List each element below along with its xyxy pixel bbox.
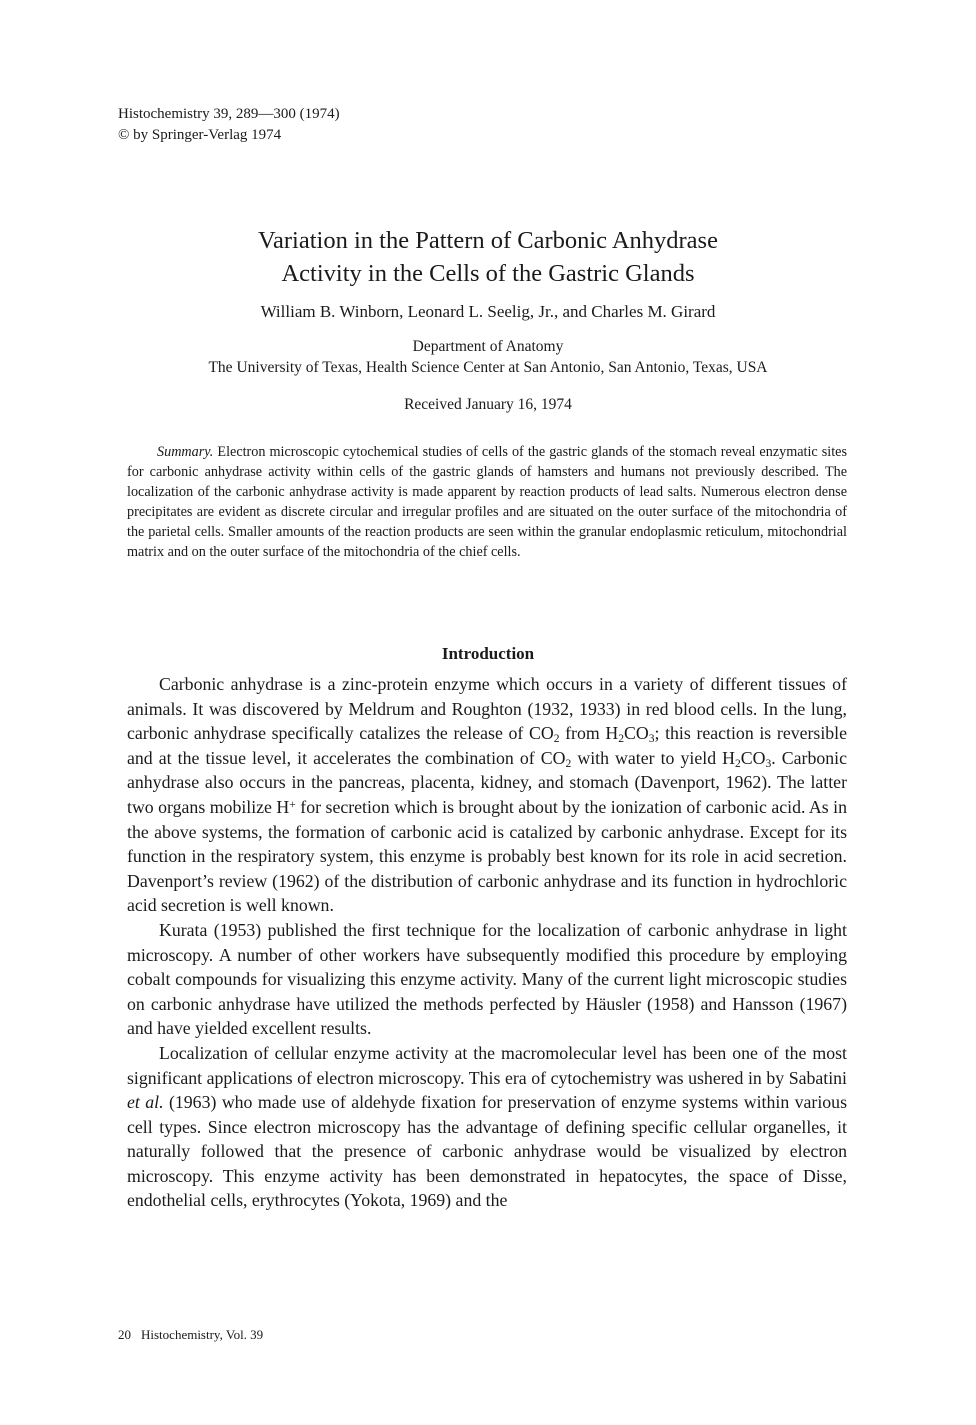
- intro-paragraph-3: [127, 1041, 847, 1213]
- author-list: William B. Winborn, Leonard L. Seelig, Jr., and Charles M. Girard: [260, 302, 716, 321]
- et-al: et al.: [127, 1092, 164, 1113]
- text-run: with water to yield H: [571, 747, 736, 768]
- text-run: CO: [624, 723, 649, 744]
- affiliation: [0, 336, 976, 378]
- copyright-line: © by Springer-Verlag 1974: [118, 127, 282, 143]
- title-line-2: Activity in the Cells of the Gastric Glands: [281, 260, 695, 287]
- text-run: CO: [740, 747, 766, 768]
- introduction-body: [127, 672, 847, 1213]
- journal-header: [118, 104, 340, 146]
- subscript: 3: [765, 756, 772, 770]
- text-run: for secretion which is brought about by the ionization of carbonic acid. As in the above systems, the formation of carbonic acid is catalized by carbonic anhydrase. Except for its function in the respiratory system, this enzyme is probably best known for its role in acid secretion. Davenport’s review (1962) of the distribution of carbonic anhydrase and its function in hydrochloric acid secretion is well known.: [127, 796, 847, 916]
- summary-abstract: [127, 442, 847, 562]
- subscript: 2: [565, 756, 572, 770]
- text-run: ; this reaction is reversible and at the tissue level, it accelerates the combination of CO: [127, 723, 847, 768]
- received-date: Received January 16, 1974: [404, 396, 572, 413]
- intro-paragraph-1: [127, 672, 847, 918]
- paper-title: [0, 224, 976, 290]
- text-run: Carbonic anhydrase is a zinc-protein enzyme which occurs in a variety of different tissues of animals. It was discovered by Meldrum and Roughton (1932, 1933) in red blood cells. In the lung, carbonic anhydrase specifically catalizes the release of CO: [127, 674, 847, 744]
- text-run: Localization of cellular enzyme activity at the macromolecular level has been one of the most significant applications of electron microscopy. This era of cytochemistry was ushered in by Sabatini: [127, 1042, 847, 1088]
- subscript: 2: [553, 732, 560, 746]
- text-run: . Carbonic anhydrase also occurs in the pancreas, placenta, kidney, and stomach (Davenport, 1962). The latter two organs mobilize H: [127, 747, 847, 817]
- journal-citation: Histochemistry 39, 289—300 (1974): [118, 106, 340, 122]
- introduction-heading: Introduction: [441, 644, 535, 663]
- footer-journal: Histochemistry, Vol. 39: [141, 1327, 264, 1342]
- summary-label: Summary.: [157, 444, 214, 460]
- page-number: 20: [118, 1327, 131, 1342]
- page-footer: [118, 1327, 263, 1343]
- institution: The University of Texas, Health Science Center at San Antonio, San Antonio, Texas, USA: [208, 359, 768, 376]
- subscript: 2: [735, 756, 741, 770]
- text-run: (1963) who made use of aldehyde fixation for preservation of enzyme systems within various cell types. Since electron microscopy has the advantage of defining specific cellular organelles, it naturally followed that the presence of carbonic anhydrase would be visualized by electron microscopy. This enzyme activity has been demonstrated in hepatocytes, the space of Disse, endothelial cells, erythrocytes (Yokota, 1969) and the: [127, 1092, 847, 1211]
- superscript: +: [289, 797, 296, 811]
- subscript: 3: [648, 732, 655, 746]
- intro-paragraph-2: Kurata (1953) published the first technique for the localization of carbonic anhydrase in light microscopy. A number of other workers have subsequently modified this procedure by employing cobalt compounds for visualizing this enzyme activity. Many of the current light microscopic studies on carbonic anhydrase have utilized the methods perfected by Häusler (1958) and Hansson (1967) and have yielded excellent results.: [127, 919, 847, 1039]
- subscript: 2: [618, 732, 624, 746]
- department: Department of Anatomy: [412, 338, 564, 355]
- summary-text: Electron microscopic cytochemical studies of cells of the gastric glands of the stomach reveal enzymatic sites for carbonic anhydrase activity within cells of the gastric glands of hamsters and humans not previously described. The localization of the carbonic anhydrase activity is made apparent by reaction products of lead salts. Numerous electron dense precipitates are evident as discrete circular and irregular profiles and are situated on the outer surface of the mitochondria of the parietal cells. Smaller amounts of the reaction products are seen within the granular endoplasmic reticulum, mitochondrial matrix and on the outer surface of the mitochondria of the chief cells.: [127, 444, 847, 560]
- text-run: from H: [559, 723, 619, 744]
- title-line-1: Variation in the Pattern of Carbonic Anhydrase: [258, 227, 718, 254]
